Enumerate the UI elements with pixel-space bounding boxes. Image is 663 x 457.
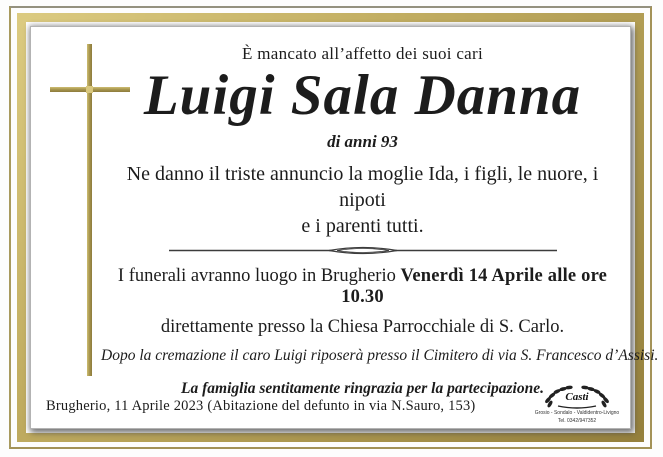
funeral-line-bold: Venerdì 14 Aprile alle ore 10.30 [341,265,608,307]
obituary-content [101,27,659,398]
funeral-home-locations: Grosio - Sondalo - Valdidentro-Livigno [534,410,620,416]
announcement-line2: e i parenti tutti. [301,214,424,237]
ornamental-divider [101,244,624,257]
funeral-home-name-svg: Casti [565,391,589,403]
church-line: direttamente presso la Chiesa Parrocchiale di S. Carlo. [160,316,565,337]
thanks-line: La famiglia sentitamente ringrazia per la partecipazione. [181,379,544,397]
cremation-line: Dopo la cremazione il caro Luigi riposerà presso il Cimitero di via S. Francesco d’Assisi. [101,346,659,364]
announcement-text [101,161,624,239]
age-line: di anni 93 [327,131,398,151]
funeral-home-phone: Tel. 0342/947352 [557,417,597,424]
obituary-panel [30,26,659,429]
funeral-home-block [527,380,627,425]
funeral-line [101,266,624,308]
funeral-line-regular: I funerali avranno luogo in Brugherio [117,265,401,286]
gold-frame [17,13,659,442]
cross-center-highlight [86,86,93,93]
intro-line: È mancato all’affetto dei suoi cari [241,44,483,63]
cross-vertical-bar [87,44,92,376]
footer-date-line: Brugherio, 11 Aprile 2023 (Abitazione del defunto in via N.Sauro, 153) [46,398,476,414]
deceased-name: Luigi Sala Danna [143,64,582,127]
laurel-wreath-icon [538,380,616,410]
announcement-line1: Ne danno il triste annuncio la moglie Ida, i figli, le nuore, i nipoti [126,162,599,211]
